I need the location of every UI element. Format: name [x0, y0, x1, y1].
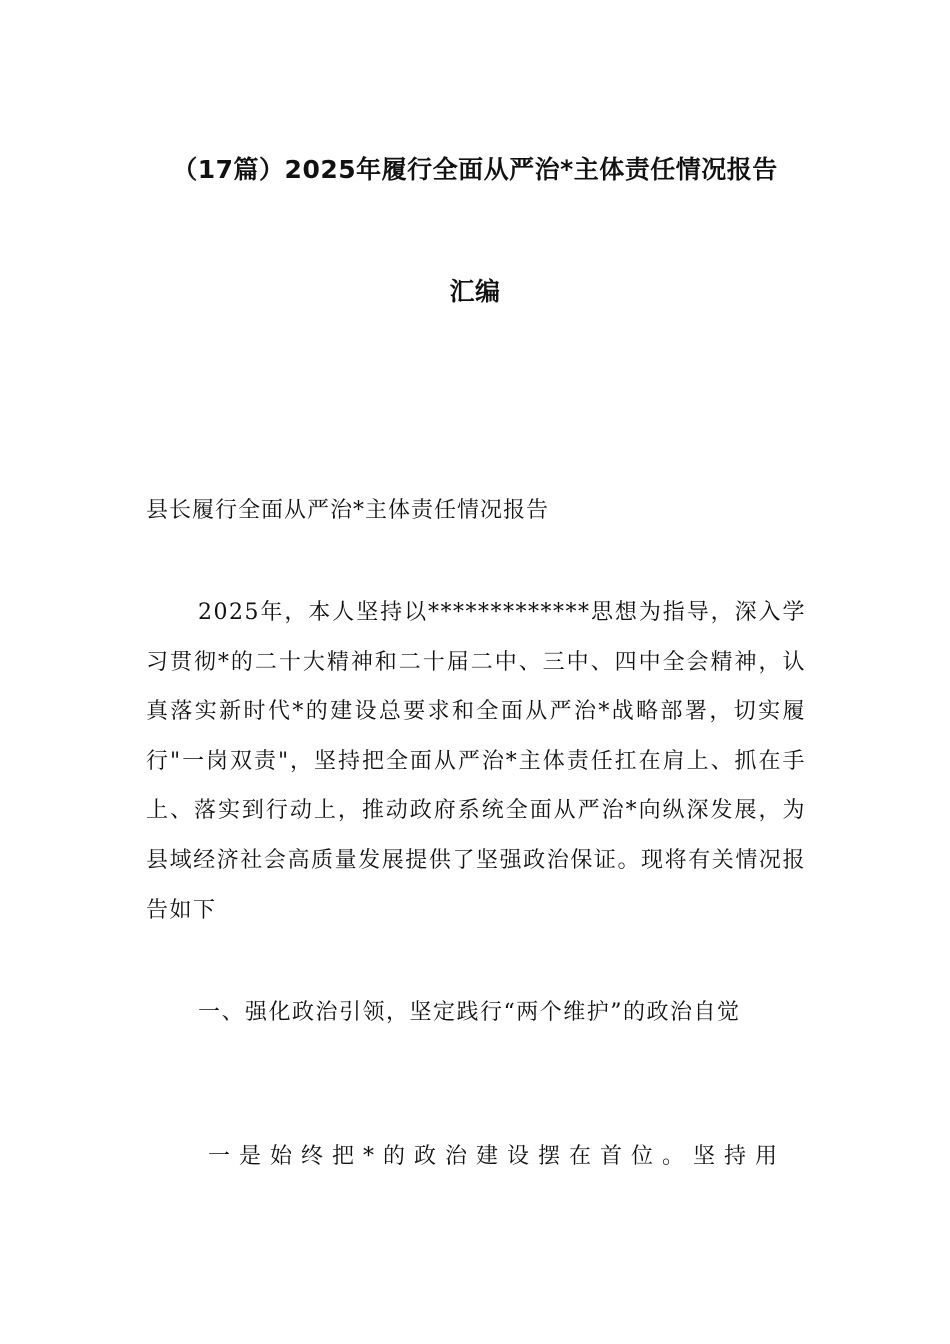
- document-title-line-2: 汇编: [449, 277, 501, 306]
- section-heading-1: 一、强化政治引领，坚定践行“两个维护”的政治自觉: [198, 1000, 741, 1025]
- section-1-paragraph-1: 一是始终把*的政治建设摆在首位。坚持用: [208, 1144, 787, 1169]
- report-subtitle: 县长履行全面从严治*主体责任情况报告: [146, 498, 550, 523]
- intro-paragraph: 2025年，本人坚持以*************思想为指导，深入学习贯彻*的二十大精神和二十届二中、三中、四中全会精神，认真落实新时代*的建设总要求和全面从严治*战略部署，切实履行"一岗双责"，坚持把全面从严治*主体责任扛在肩上、抓在手上、落实到行动上，推动政府系统全面从严治*向纵深发展，为县域经济社会高质量发展提供了坚强政治保证。现将有关情况报告如下: [146, 600, 806, 923]
- document-title-line-1: （17篇）2025年履行全面从严治*主体责任情况报告: [172, 155, 778, 184]
